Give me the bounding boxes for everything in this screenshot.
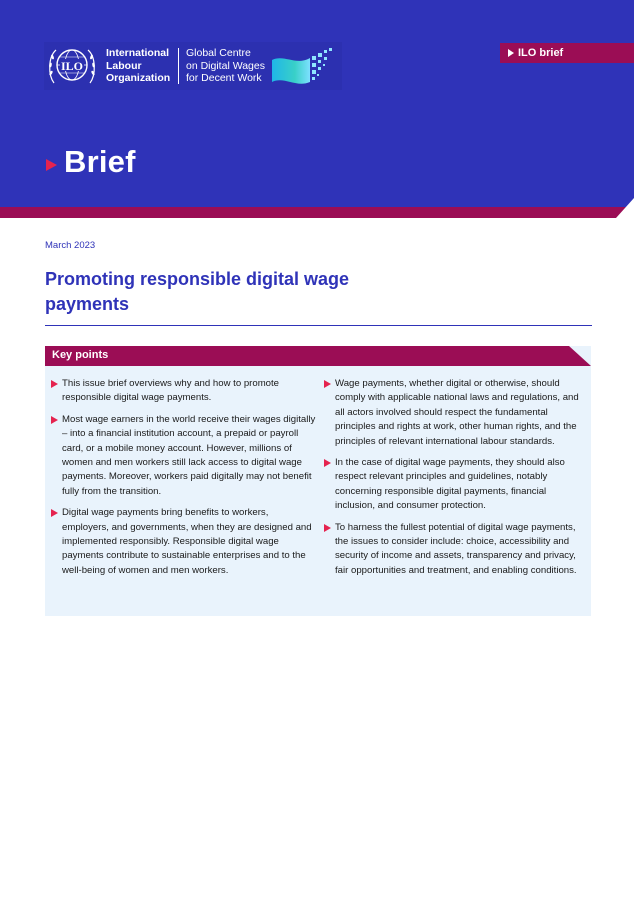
key-point: [323, 377, 586, 449]
logo-divider: [178, 48, 179, 84]
global-centre-line: for Decent Work: [186, 72, 262, 84]
key-point-text: This issue brief overviews why and how to promote responsible digital wage payments.: [62, 378, 280, 404]
ilo-emblem-icon: [46, 43, 98, 89]
ilo-brief-tag: [500, 43, 634, 63]
bullet-arrow-icon: [51, 509, 58, 517]
ilo-brief-label: ILO brief: [518, 47, 564, 59]
document-type-title: Brief: [64, 144, 136, 179]
bullet-arrow-icon: [51, 380, 58, 388]
publication-date: March 2023: [45, 240, 96, 251]
header-corner-cut: [616, 198, 634, 218]
ilo-emblem-text: ILO: [60, 59, 84, 73]
ilo-logo-block: [44, 42, 342, 90]
key-point: [323, 521, 586, 579]
global-centre-line: Global Centre: [186, 47, 251, 59]
title-divider: [45, 325, 592, 326]
digital-wave-graphic-icon: [270, 46, 336, 88]
key-point: [50, 377, 316, 406]
header-accent-band: [0, 207, 634, 218]
key-points-header: [45, 346, 591, 366]
bullet-arrow-icon: [324, 380, 331, 388]
page-title: Promoting responsible digital wage payments: [45, 269, 350, 314]
ilo-org-name-line: International: [106, 47, 170, 59]
key-point: [50, 413, 316, 499]
key-point-text: Digital wage payments bring benefits to workers, employers, and governments, when they are designed and implemented responsibly. Responsible digital wage payments contribute to sustainable enterprises and to the well-being of women and men workers.: [62, 507, 312, 576]
key-point: [50, 506, 316, 578]
key-points-header-bg: [45, 346, 591, 366]
key-points-right-column: [323, 377, 586, 585]
key-point-text: In the case of digital wage payments, they should also respect relevant principles and guidelines, notably concerning responsible digital payments, financial inclusion, and consumer protection.: [335, 457, 565, 512]
key-point-text: Wage payments, whether digital or otherwise, should comply with applicable national laws and regulations, and all actors involved should respect the fundamental principles and rights at work, other human rights, and the principles of relevant international labour standards.: [335, 378, 579, 447]
play-arrow-icon: [46, 159, 57, 171]
global-centre-line: on Digital Wages: [186, 59, 265, 72]
key-points-left-column: [50, 377, 316, 585]
ilo-org-name-line: Labour: [106, 59, 142, 72]
ilo-org-name-line: Organization: [106, 72, 171, 84]
bullet-arrow-icon: [51, 416, 58, 424]
key-point: [323, 456, 586, 514]
key-point-text: Most wage earners in the world receive their wages digitally – into a financial institution account, a prepaid or payroll card, or a mobile money account. However, millions of women and men workers still lack access to digital wage payments. Moreover, workers paid digitally may not benefit fully from the transition.: [62, 413, 316, 497]
ilo-org-name: [106, 47, 186, 85]
key-point-text: To harness the fullest potential of digital wage payments, the issues to consider include: choice, accessibility and security of income and assets, transparency and privacy, fair opportunities and treatment, and enabling conditions.: [335, 521, 577, 576]
key-points-heading: Key points: [52, 349, 109, 361]
bullet-arrow-icon: [324, 524, 331, 532]
bullet-arrow-icon: [324, 459, 331, 467]
play-arrow-icon: [508, 49, 514, 57]
